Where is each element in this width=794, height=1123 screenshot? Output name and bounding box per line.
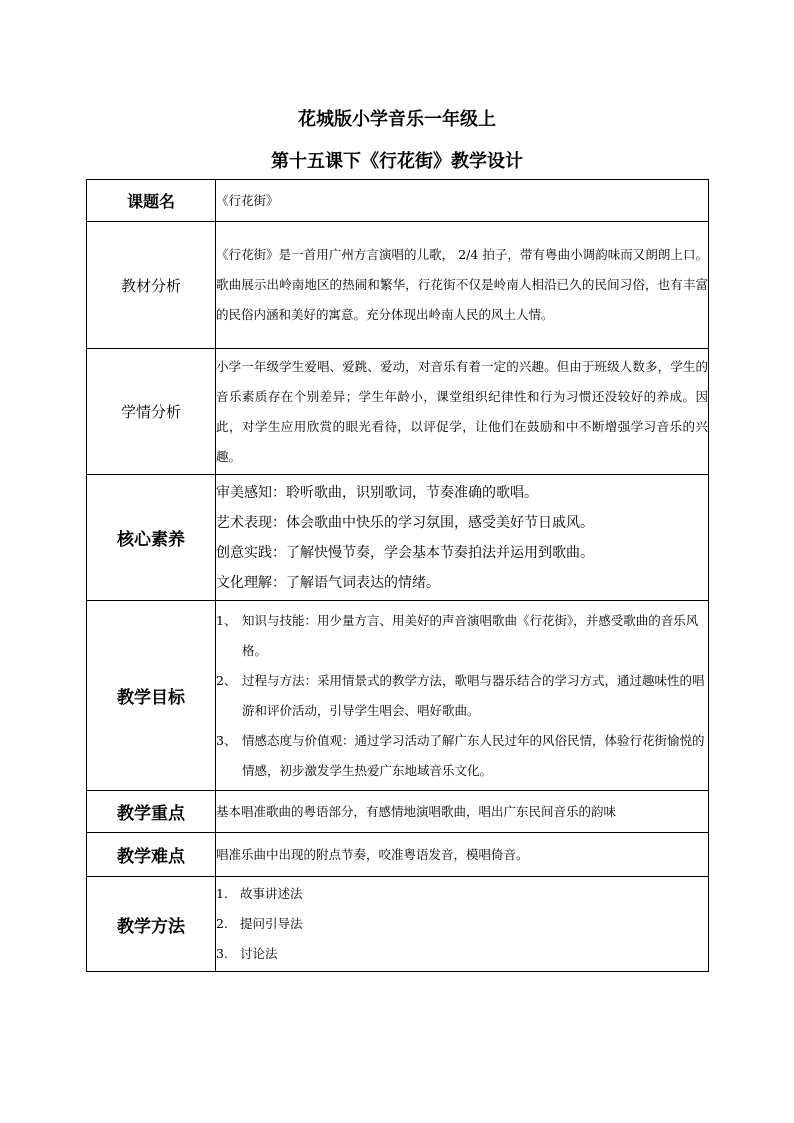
row-student-analysis <box>87 349 709 475</box>
material-analysis-text <box>216 222 709 349</box>
row-key-points <box>87 791 709 833</box>
row-material-analysis <box>87 222 709 349</box>
difficulties-label: 教学难点 <box>87 833 216 877</box>
difficulties-text: 唱准乐曲中出现的附点节奏，咬准粤语发音，模唱倚音。 <box>216 833 709 877</box>
row-core-literacy <box>87 475 709 601</box>
lesson-plan-table <box>86 179 709 972</box>
literacy-line: 艺术表现：体会歌曲中快乐的学习氛围，感受美好节日戚风。 <box>216 514 594 531</box>
core-literacy-content <box>216 475 709 601</box>
goal-number: 1、 <box>216 612 237 628</box>
student-analysis-text <box>216 349 709 475</box>
method-item <box>216 909 708 939</box>
row-teaching-goals <box>87 601 709 791</box>
method-text: 故事讲述法 <box>240 886 303 901</box>
goal-number: 3、 <box>216 732 237 748</box>
row-topic <box>87 180 709 222</box>
teaching-methods-content <box>216 877 709 972</box>
goal-text: 过程与方法：采用情景式的教学方法，歌唱与器乐结合的学习方式，通过趣味性的唱游和评价活动，引导学生唱会、唱好歌曲。 <box>242 672 705 718</box>
topic-label: 课题名 <box>87 180 216 222</box>
literacy-line: 文化理解：了解语气词表达的情绪。 <box>216 574 440 591</box>
goal-number: 2、 <box>216 672 237 688</box>
goal-item <box>216 726 708 786</box>
method-number: 1. <box>216 886 228 901</box>
material-analysis-label: 教材分析 <box>87 222 216 349</box>
goal-item <box>216 666 708 726</box>
method-item <box>216 879 708 909</box>
method-text: 提问引导法 <box>240 916 303 931</box>
document-title: 花城版小学音乐一年级上 <box>298 109 496 130</box>
teaching-goals-content <box>216 601 709 791</box>
topic-value: 《行花街》 <box>216 180 709 222</box>
method-number: 3. <box>216 946 228 961</box>
student-analysis-paragraph: 小学一年级学生爱唱、爱跳、爱动，对音乐有着一定的兴趣。但由于班级人数多，学生的音乐素质存在个别差异；学生年龄小，课堂组织纪律性和行为习惯还没较好的养成。因此，对学生应用欣赏的眼光看待，以评促学，让他们在鼓励和中不断增强学习音乐的兴趣。 <box>216 358 708 464</box>
key-points-label: 教学重点 <box>87 791 216 833</box>
goal-item <box>216 606 708 666</box>
row-difficulties <box>87 833 709 877</box>
lesson-title: 第十五课下《行花街》教学设计 <box>271 151 523 172</box>
literacy-line: 审美感知：聆听歌曲，识别歌词，节奏准确的歌唱。 <box>216 484 538 501</box>
teaching-methods-label: 教学方法 <box>87 877 216 972</box>
literacy-line: 创意实践：了解快慢节奏，学会基本节奏拍法并运用到歌曲。 <box>216 544 594 561</box>
goal-text: 知识与技能：用少量方言、用美好的声音演唱歌曲《行花街》，并感受歌曲的音乐风格。 <box>242 612 699 658</box>
student-analysis-label: 学情分析 <box>87 349 216 475</box>
material-analysis-paragraph: 《行花街》是一首用广州方言演唱的儿歌， 2/4 拍子，带有粤曲小调韵味而又朗朗上口。歌曲展示出岭南地区的热闹和繁华，行花街不仅是岭南人相沿已久的民间习俗，也有丰富的民俗内涵和美好的寓意。充分体现出岭南人民的风土人情。 <box>216 247 708 322</box>
row-teaching-methods <box>87 877 709 972</box>
core-literacy-label: 核心素养 <box>87 475 216 601</box>
method-text: 讨论法 <box>240 946 278 961</box>
method-item <box>216 939 708 969</box>
goal-text: 情感态度与价值观：通过学习活动了解广东人民过年的风俗民情，体验行花街愉悦的情感，初步激发学生热爱广东地域音乐文化。 <box>242 732 705 778</box>
teaching-goals-label: 教学目标 <box>87 601 216 791</box>
key-points-text: 基本唱准歌曲的粤语部分，有感情地演唱歌曲，唱出广东民间音乐的韵味 <box>216 791 709 833</box>
method-number: 2. <box>216 916 228 931</box>
